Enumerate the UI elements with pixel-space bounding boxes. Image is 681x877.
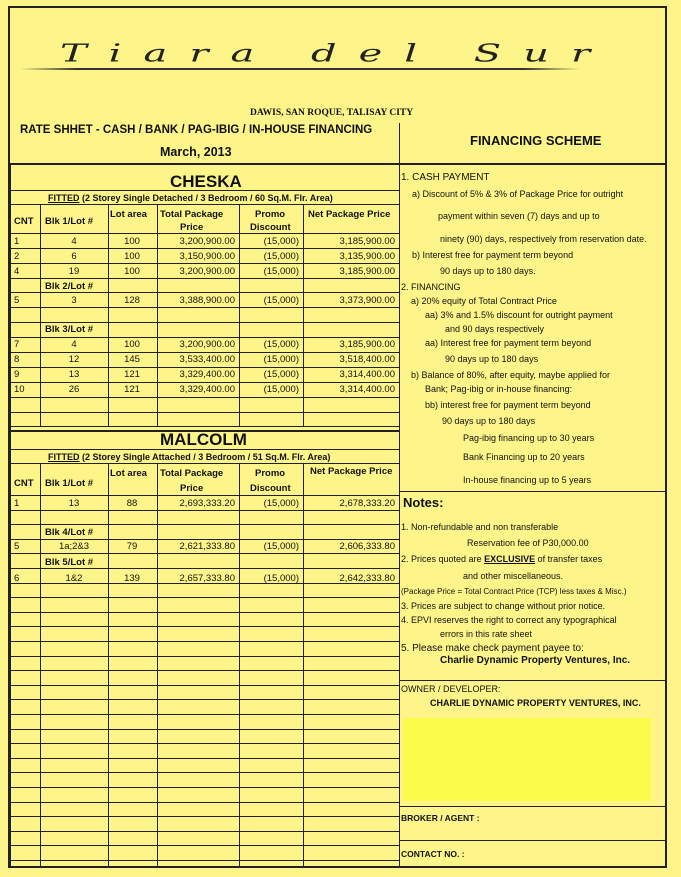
row-discount: (15,000) [263, 498, 299, 509]
grid-vline [303, 204, 304, 426]
financing-title: FINANCING SCHEME [470, 133, 602, 148]
fin-line: aa) Interest free for payment term beyond [425, 338, 592, 348]
row-total-price: 3,329,400.00 [179, 369, 235, 380]
fin-line: 90 days up to 180 days [442, 416, 536, 426]
grid-hline [10, 307, 399, 308]
row-lot: 12 [68, 354, 80, 365]
header-cnt: CNT [14, 478, 34, 489]
header-tpp2: Price [180, 222, 204, 233]
fitted-label: FITTED [48, 452, 80, 462]
blk-label: Blk 4/Lot # [45, 527, 94, 538]
row-net-price: 3,185,900.00 [339, 236, 395, 247]
row-net-price: 2,642,333.80 [339, 573, 395, 584]
model-name-cheska: CHESKA [170, 172, 242, 191]
fin-line: a) Discount of 5% & 3% of Package Price for outright [412, 189, 624, 199]
grid-hline [10, 553, 399, 554]
row-area: 139 [124, 573, 140, 584]
grid-hline [10, 426, 399, 427]
note-line: (Package Price = Total Contract Price (TCP) less taxes & Misc.) [401, 587, 627, 596]
header-blk: Blk 1/Lot # [45, 216, 94, 227]
row-lot: 4 [71, 236, 77, 247]
row-cnt: 5 [14, 295, 20, 306]
row-total-price: 3,329,400.00 [179, 384, 235, 395]
header-tpp2: Price [180, 483, 204, 494]
address: DAWIS, SAN ROQUE, TALISAY CITY [250, 108, 414, 118]
row-net-price: 2,678,333.20 [339, 498, 395, 509]
row-area: 100 [124, 339, 140, 350]
grid-hline [10, 278, 399, 279]
row-cnt: 5 [14, 541, 20, 552]
grid-hline [10, 612, 399, 613]
fin-line: Pag-ibig financing up to 30 years [463, 433, 595, 443]
highlight-box [403, 718, 651, 801]
grid-vline [239, 463, 240, 866]
row-cnt: 7 [14, 339, 20, 350]
row-area: 100 [124, 266, 140, 277]
grid-hline [10, 233, 399, 234]
row-total-price: 3,200,900.00 [179, 236, 235, 247]
row-net-price: 2,606,333.80 [339, 541, 395, 552]
row-cnt: 10 [14, 384, 25, 395]
header-promo2: Discount [250, 483, 291, 494]
row-discount: (15,000) [263, 339, 299, 350]
row-lot: 13 [68, 369, 80, 380]
row-lot: 26 [68, 384, 80, 395]
grid-hline [10, 412, 399, 413]
grid-hline [10, 463, 399, 464]
grid-hline [10, 699, 399, 700]
row-net-price: 3,314,400.00 [339, 384, 395, 395]
fin-line: payment within seven (7) days and up to [438, 211, 600, 221]
row-discount: (15,000) [263, 573, 299, 584]
header-tpp: Total Package [160, 209, 224, 220]
fin-line: and 90 days respectively [445, 324, 545, 334]
grid-hline [10, 787, 399, 788]
row-area: 79 [126, 541, 138, 552]
header-promo2: Discount [250, 222, 291, 233]
header-cnt: CNT [14, 216, 34, 227]
owner-name: CHARLIE DYNAMIC PROPERTY VENTURES, INC. [430, 698, 641, 708]
fin-line: b) Interest free for payment term beyond [412, 250, 574, 260]
row-net-price: 3,185,900.00 [339, 339, 395, 350]
fitted-desc: (2 Storey Single Detached / 3 Bedroom / 60 Sq.M. Flr. Area) [79, 193, 333, 203]
brand-logo-text: Tiara del Sur [60, 40, 613, 68]
row-discount: (15,000) [263, 295, 299, 306]
note-line: Reservation fee of P30,000.00 [467, 538, 589, 548]
grid-hline [10, 714, 399, 715]
row-area: 100 [124, 251, 140, 262]
grid-hline [10, 641, 399, 642]
row-net-price: 3,518,400.00 [339, 354, 395, 365]
fitted-desc: (2 Storey Single Attached / 3 Bedroom / 51 Sq.M. Flr. Area) [79, 452, 331, 462]
row-discount: (15,000) [263, 266, 299, 277]
fitted-cheska [48, 193, 333, 203]
row-discount: (15,000) [263, 384, 299, 395]
brand-underline [20, 68, 580, 70]
row-lot: 1a;2&3 [58, 541, 90, 552]
row-cnt: 1 [14, 236, 20, 247]
grid-vline [157, 463, 158, 866]
grid-hline [10, 397, 399, 398]
row-lot: 3 [71, 295, 77, 306]
grid-hline [10, 670, 399, 671]
note-line: 5. Please make check payment payee to: [401, 643, 584, 654]
broker-divider [399, 806, 667, 807]
grid-hline [10, 816, 399, 817]
row-net-price: 3,314,400.00 [339, 369, 395, 380]
header-blk: Blk 1/Lot # [45, 478, 94, 489]
header-lot-area: Lot area [110, 468, 147, 479]
fin-line: 2. FINANCING [401, 282, 461, 292]
grid-vline [40, 204, 41, 426]
row-lot: 6 [71, 251, 77, 262]
fin-line: In-house financing up to 5 years [463, 475, 592, 485]
row-cnt: 2 [14, 251, 20, 262]
header-lot-area: Lot area [110, 209, 147, 220]
grid-hline [10, 382, 399, 383]
grid-hline [10, 758, 399, 759]
row-cnt: 1 [14, 498, 20, 509]
grid-hline [10, 626, 399, 627]
row-discount: (15,000) [263, 251, 299, 262]
contact-label: CONTACT NO. : [401, 849, 465, 859]
row-cnt: 6 [14, 573, 20, 584]
note-payee: Charlie Dynamic Property Ventures, Inc. [440, 655, 631, 666]
row-cnt: 4 [14, 266, 20, 277]
header-net: Net Package Price [310, 466, 393, 477]
grid-hline [10, 845, 399, 846]
grid-hline [10, 685, 399, 686]
row-net-price: 3,185,900.00 [339, 266, 395, 277]
row-total-price: 2,693,333.20 [179, 498, 235, 509]
grid-vline [10, 163, 11, 868]
header-net: Net Package Price [308, 209, 391, 220]
grid-hline [10, 772, 399, 773]
note-exclusive: EXCLUSIVE [484, 554, 536, 564]
broker-label: BROKER / AGENT : [401, 813, 480, 823]
owner-divider [399, 680, 667, 681]
row-area: 100 [124, 236, 140, 247]
header-promo: Promo [255, 468, 286, 479]
note-line: errors in this rate sheet [440, 629, 533, 639]
row-lot: 13 [68, 498, 80, 509]
rate-sheet-title: RATE SHHET - CASH / BANK / PAG-IBIG / IN-HOUSE FINANCING [20, 124, 373, 136]
note-line [401, 554, 602, 564]
row-net-price: 3,373,900.00 [339, 295, 395, 306]
owner-label: OWNER / DEVELOPER: [401, 684, 501, 694]
grid-hline [10, 568, 399, 569]
blk-label: Blk 5/Lot # [45, 557, 94, 568]
grid-vline [303, 463, 304, 866]
row-total-price: 3,200,900.00 [179, 339, 235, 350]
row-lot: 4 [71, 339, 77, 350]
row-area: 121 [124, 384, 140, 395]
row-cnt: 8 [14, 354, 20, 365]
note-line: 1. Non-refundable and non transferable [401, 522, 559, 532]
fin-line: ninety (90) days, respectively from reservation date. [440, 234, 647, 244]
grid-hline [10, 204, 399, 205]
fin-line: Bank; Pag-ibig or in-house financing: [425, 384, 573, 394]
fin-line: 90 days up to 180 days [445, 354, 539, 364]
grid-hline [10, 656, 399, 657]
grid-vline [108, 463, 109, 866]
row-discount: (15,000) [263, 354, 299, 365]
row-lot: 1&2 [65, 573, 83, 584]
blk-label: Blk 2/Lot # [45, 281, 94, 292]
row-area: 121 [124, 369, 140, 380]
header-tpp: Total Package [160, 468, 224, 479]
row-total-price: 3,200,900.00 [179, 266, 235, 277]
grid-hline [10, 495, 399, 496]
row-discount: (15,000) [263, 369, 299, 380]
row-discount: (15,000) [263, 236, 299, 247]
row-area: 88 [126, 498, 138, 509]
note-text: 2. Prices quoted are [401, 554, 485, 564]
grid-hline [10, 292, 399, 293]
grid-hline [10, 337, 399, 338]
grid-hline [10, 802, 399, 803]
grid-hline [10, 510, 399, 511]
fitted-malcolm [48, 452, 330, 462]
grid-hline [10, 322, 399, 323]
fitted-label: FITTED [48, 193, 80, 203]
grid-hline [10, 539, 399, 540]
grid-hline [10, 352, 399, 353]
notes-divider [399, 491, 667, 492]
row-total-price: 3,150,900.00 [179, 251, 235, 262]
grid-vline [40, 463, 41, 866]
fin-line: b) Balance of 80%, after equity, maybe applied for [411, 370, 610, 380]
fin-line: a) 20% equity of Total Contract Price [411, 296, 557, 306]
grid-hline [10, 831, 399, 832]
notes-title: Notes: [403, 495, 444, 510]
header-split [399, 123, 400, 163]
grid-hline [10, 248, 399, 249]
row-total-price: 2,657,333.80 [179, 573, 235, 584]
row-cnt: 9 [14, 369, 20, 380]
note-line: and other miscellaneous. [463, 571, 564, 581]
note-line: 4. EPVI reserves the right to correct any typographical [401, 615, 617, 625]
contact-divider [399, 840, 667, 841]
model-name-malcolm: MALCOLM [160, 430, 247, 449]
grid-hline [10, 263, 399, 264]
grid-hline [10, 524, 399, 525]
fin-line: Bank Financing up to 20 years [463, 452, 585, 462]
row-lot: 19 [68, 266, 80, 277]
row-area: 145 [124, 354, 140, 365]
grid-vline [157, 204, 158, 426]
rate-sheet-date: March, 2013 [160, 145, 232, 159]
grid-hline [10, 367, 399, 368]
grid-hline [10, 860, 399, 861]
row-net-price: 3,135,900.00 [339, 251, 395, 262]
row-total-price: 2,621,333.80 [179, 541, 235, 552]
row-area: 128 [124, 295, 140, 306]
fin-line: 90 days up to 180 days. [440, 266, 536, 276]
row-total-price: 3,533,400.00 [179, 354, 235, 365]
grid-vline [239, 204, 240, 426]
blk-label: Blk 3/Lot # [45, 324, 94, 335]
fin-line: aa) 3% and 1.5% discount for outright payment [425, 310, 613, 320]
header-promo: Promo [255, 209, 286, 220]
row-discount: (15,000) [263, 541, 299, 552]
row-total-price: 3,388,900.00 [179, 295, 235, 306]
grid-hline [10, 597, 399, 598]
grid-hline [10, 729, 399, 730]
fin-line: 1. CASH PAYMENT [401, 172, 490, 183]
grid-hline [10, 743, 399, 744]
note-line: 3. Prices are subject to change without prior notice. [401, 601, 606, 611]
fin-line: bb) interest free for payment term beyond [425, 400, 591, 410]
note-text: of transfer taxes [535, 554, 603, 564]
